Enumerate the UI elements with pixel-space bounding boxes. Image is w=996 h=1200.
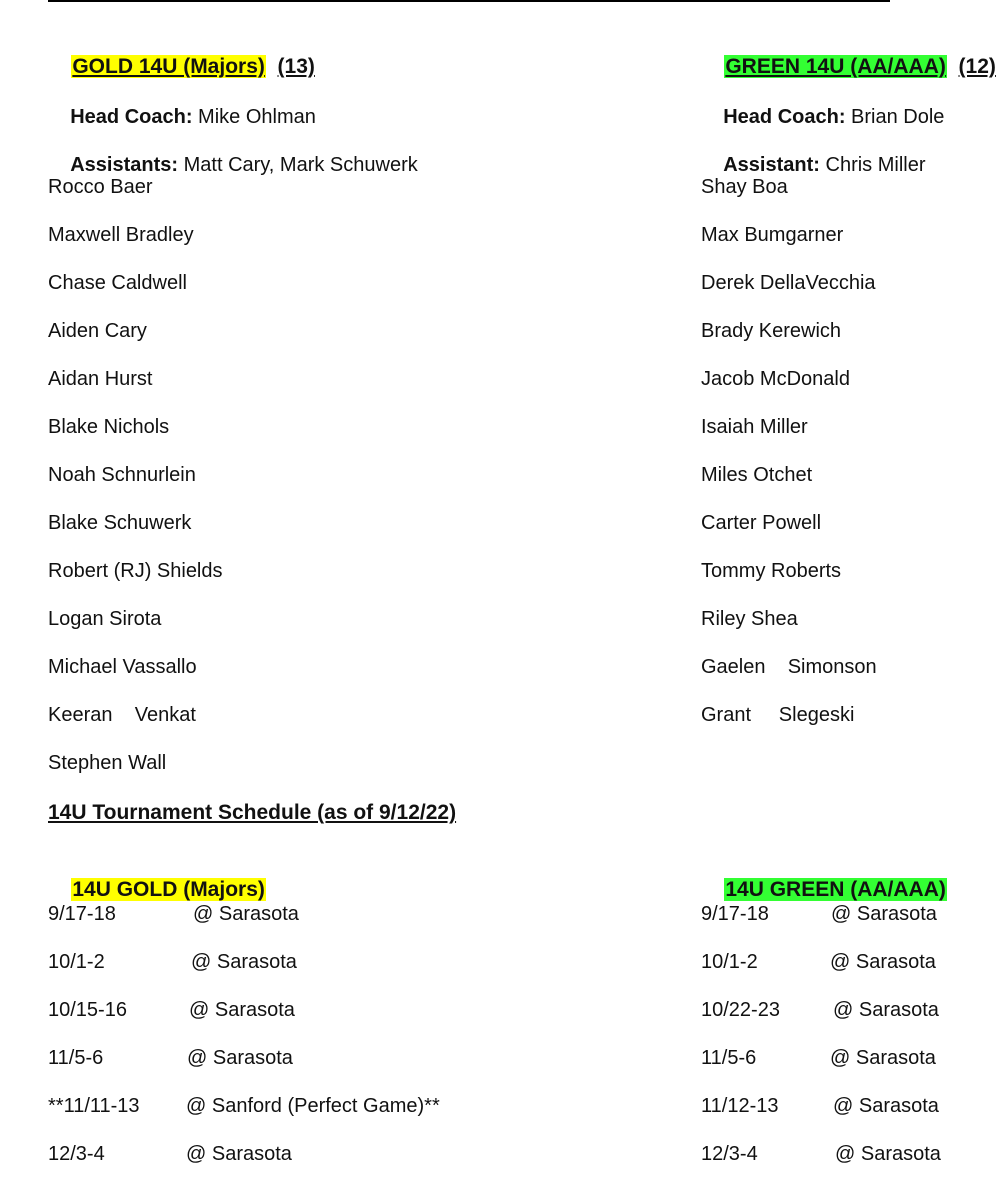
green-player: Jacob McDonald: [701, 368, 850, 390]
event-date: 10/15-16: [48, 999, 127, 1021]
green-player: Riley Shea: [701, 608, 798, 630]
green-player: Carter Powell: [701, 512, 822, 534]
gold-player: Blake Nichols: [48, 416, 170, 438]
gold-head-coach-name: Mike Ohlman: [198, 106, 316, 128]
green-team-title: GREEN 14U (AA/AAA): [725, 55, 946, 78]
event-location: @ Sarasota: [187, 1047, 293, 1069]
event-date: 10/22-23: [701, 999, 780, 1021]
gold-player: Michael Vassallo: [48, 656, 197, 678]
event-date: 10/1-2: [48, 951, 105, 973]
gold-player: Logan Sirota: [48, 608, 162, 630]
event-location: @ Sarasota: [186, 1143, 292, 1165]
event-date: 11/12-13: [701, 1095, 779, 1117]
gold-assistants-label: Assistants:: [70, 154, 179, 176]
gold-player: Keeran Venkat: [48, 704, 196, 726]
event-date: 11/5-6: [701, 1047, 757, 1069]
green-player: Derek DellaVecchia: [701, 272, 876, 294]
green-player: Grant Slegeski: [701, 704, 855, 726]
event-location: @ Sarasota: [835, 1143, 941, 1165]
event-location: @ Sarasota: [189, 999, 295, 1021]
green-assistants-names: Chris Miller: [825, 154, 926, 176]
green-head-coach-name: Brian Dole: [851, 106, 945, 128]
green-assistants-label: Assistant:: [723, 154, 820, 176]
gold-player: Stephen Wall: [48, 752, 167, 774]
green-player: Gaelen Simonson: [701, 656, 877, 678]
gold-player: Aiden Cary: [48, 320, 147, 342]
green-player: Max Bumgarner: [701, 224, 844, 246]
event-location: @ Sarasota: [191, 951, 297, 973]
gold-player: Robert (RJ) Shields: [48, 560, 223, 582]
green-player: Isaiah Miller: [701, 416, 808, 438]
schedule-title: 14U Tournament Schedule (as of 9/12/22): [48, 801, 457, 824]
gold-head-coach-label: Head Coach:: [70, 106, 193, 128]
green-player: Tommy Roberts: [701, 560, 842, 582]
event-location: @ Sarasota: [833, 1095, 939, 1117]
event-location: @ Sarasota: [831, 903, 937, 925]
event-location: @ Sarasota: [193, 903, 299, 925]
top-rule: [48, 0, 890, 2]
gold-player: Noah Schnurlein: [48, 464, 196, 486]
event-location: @ Sarasota: [830, 1047, 936, 1069]
gold-player: Blake Schuwerk: [48, 512, 192, 534]
event-location: @ Sanford (Perfect Game)**: [186, 1095, 440, 1117]
event-date: **11/11-13: [48, 1095, 140, 1117]
gold-assistants-names: Matt Cary, Mark Schuwerk: [183, 154, 418, 176]
event-date: 10/1-2: [701, 951, 758, 973]
event-location: @ Sarasota: [830, 951, 936, 973]
gold-schedule-title: 14U GOLD (Majors): [72, 878, 265, 901]
event-date: 12/3-4: [701, 1143, 758, 1165]
green-head-coach-label: Head Coach:: [723, 106, 846, 128]
event-date: 9/17-18: [701, 903, 769, 925]
gold-player: Rocco Baer: [48, 176, 153, 198]
green-schedule-title: 14U GREEN (AA/AAA): [725, 878, 946, 901]
event-date: 12/3-4: [48, 1143, 105, 1165]
green-player: Brady Kerewich: [701, 320, 842, 342]
gold-team-title: GOLD 14U (Majors): [72, 55, 265, 78]
gold-player: Chase Caldwell: [48, 272, 187, 294]
gold-player: Aidan Hurst: [48, 368, 153, 390]
gold-team-count: (13): [277, 55, 315, 78]
event-date: 11/5-6: [48, 1047, 104, 1069]
green-team-count: (12): [958, 55, 996, 78]
green-player: Shay Boa: [701, 176, 788, 198]
gold-player: Maxwell Bradley: [48, 224, 194, 246]
event-date: 9/17-18: [48, 903, 116, 925]
green-player: Miles Otchet: [701, 464, 813, 486]
event-location: @ Sarasota: [833, 999, 939, 1021]
